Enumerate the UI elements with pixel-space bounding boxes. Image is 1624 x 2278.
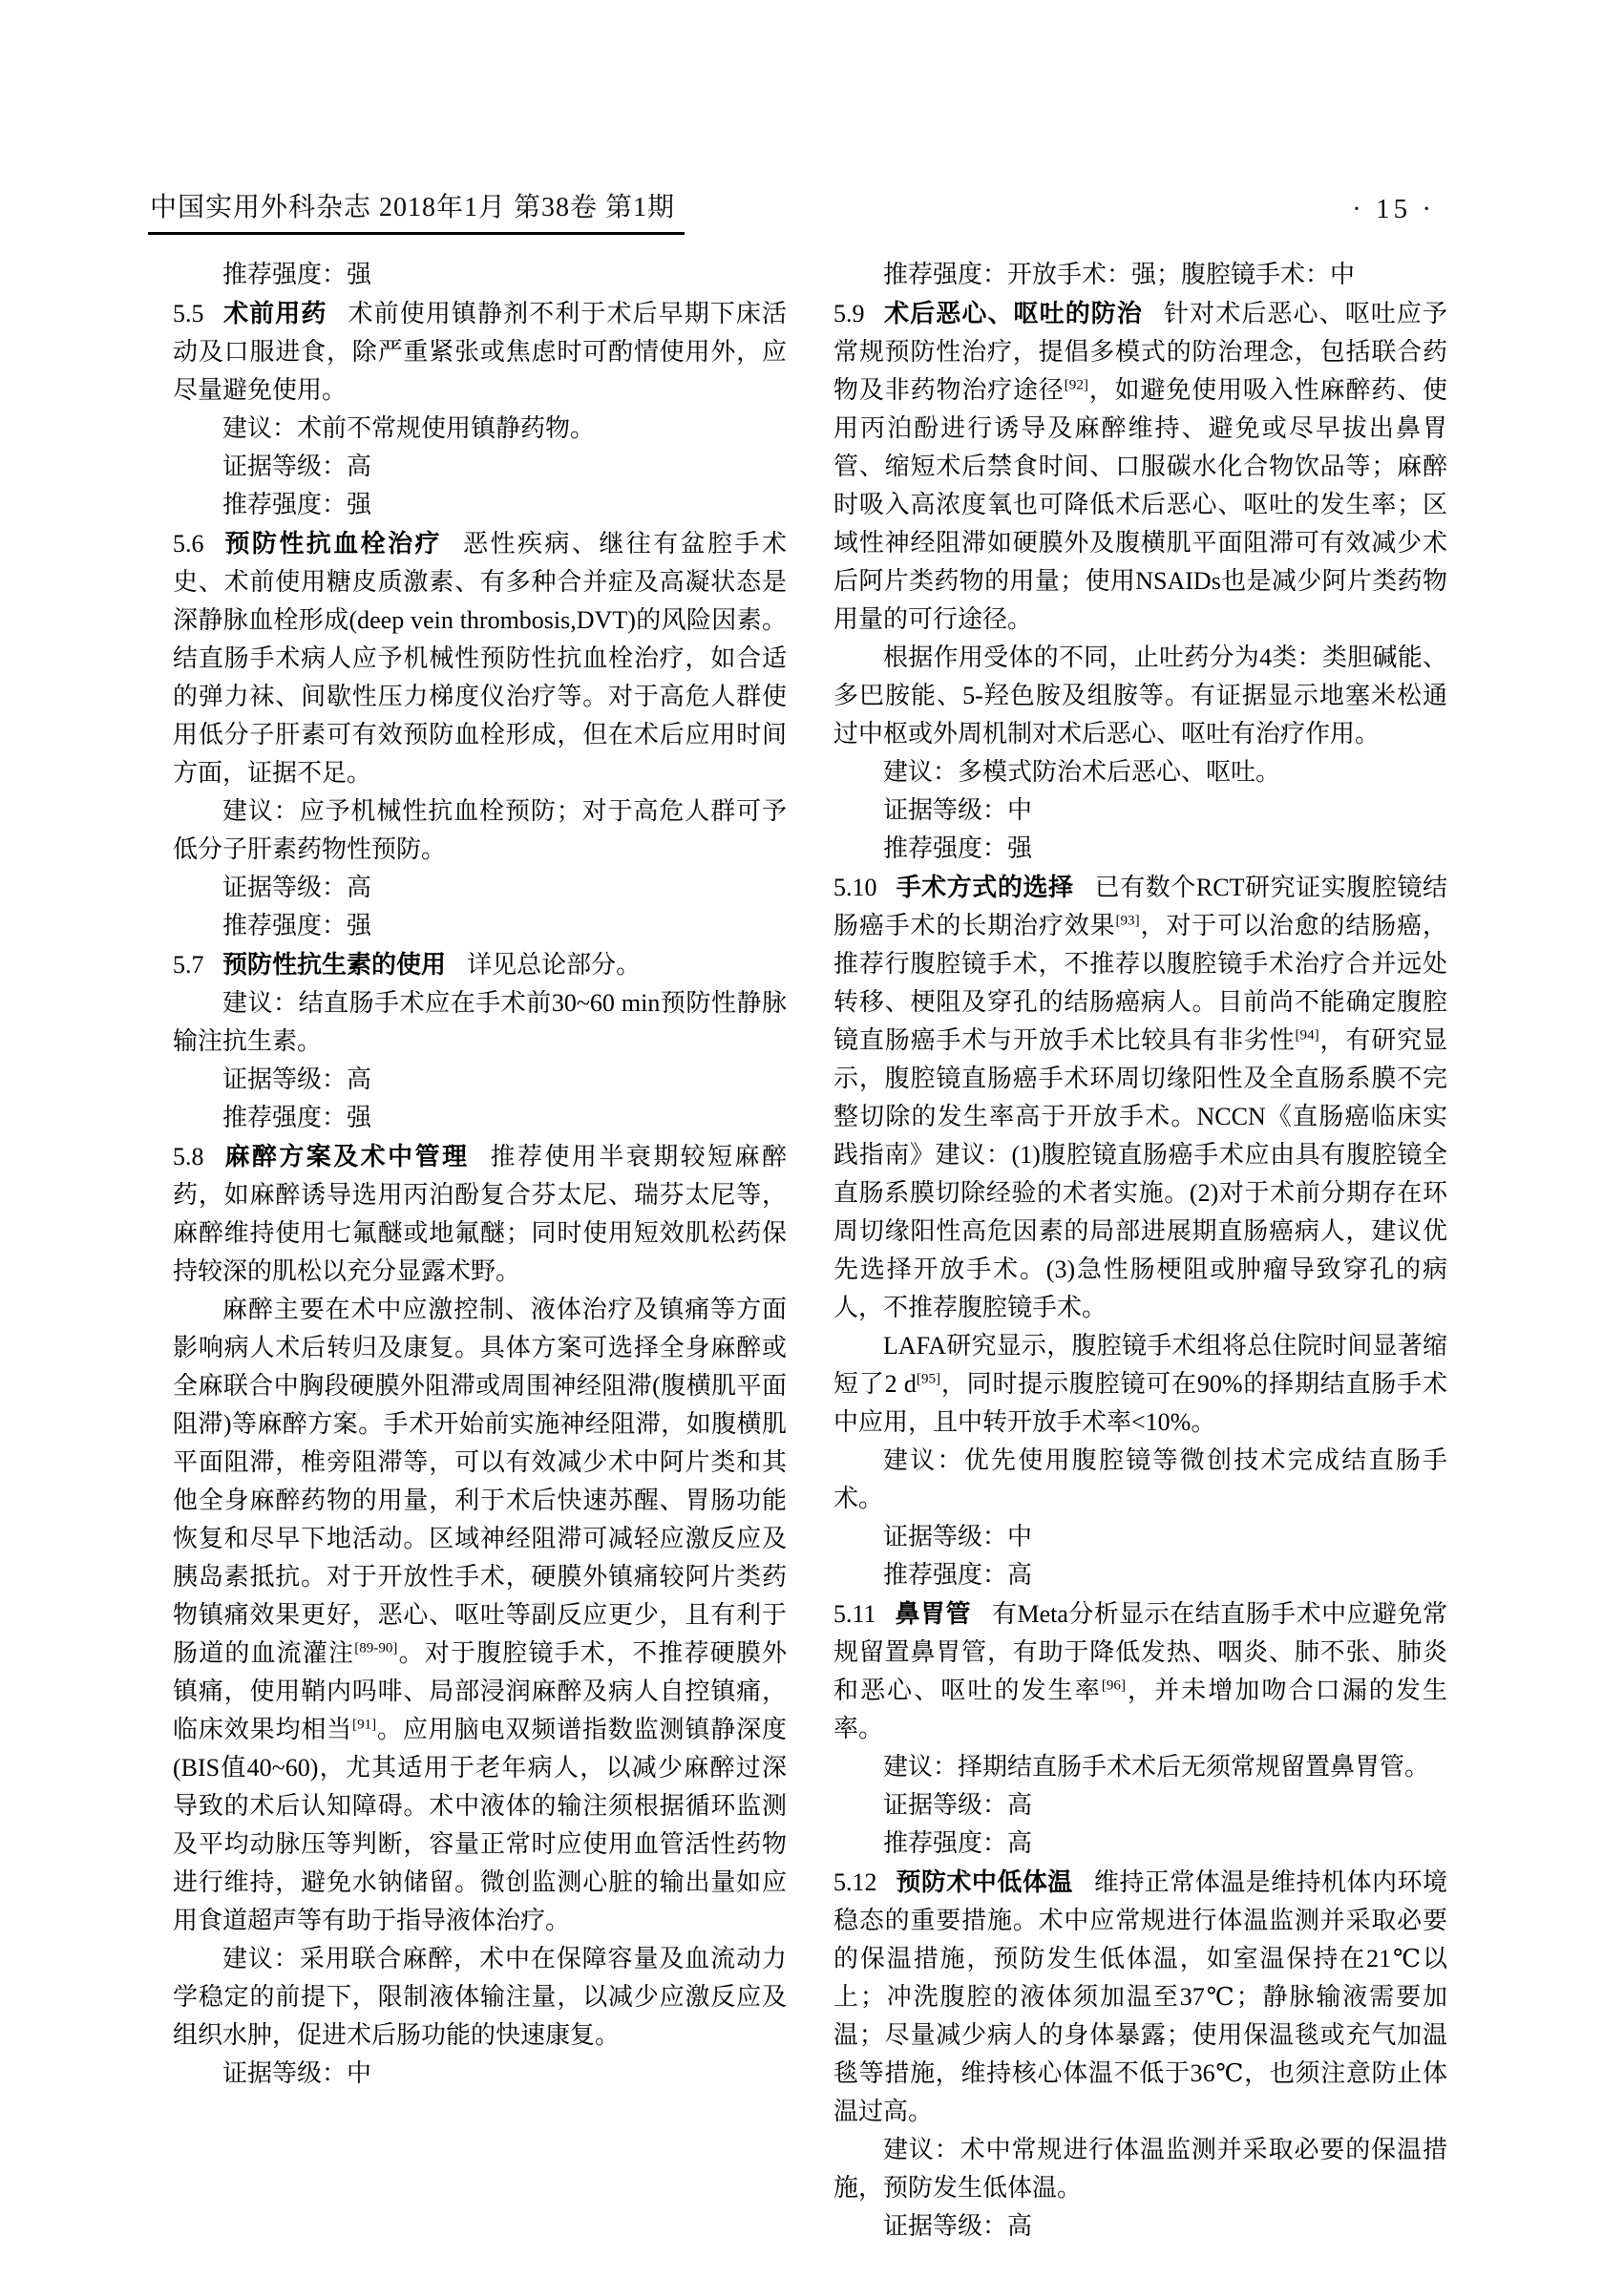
section-title: 预防性抗生素的使用 (222, 950, 447, 979)
section-title: 预防术中低体温 (896, 1867, 1073, 1896)
advice-paragraph: 建议：应予机械性抗血栓预防；对于高危人群可予低分子肝素药物性预防。 (173, 797, 787, 863)
evidence-level-line: 证据等级：高 (883, 1791, 1033, 1819)
section-number: 5.6 (173, 530, 204, 558)
reference-superscript: [89-90] (354, 1640, 398, 1656)
page-number: · 15 · (1352, 193, 1435, 224)
section-title: 麻醉方案及术中管理 (222, 1142, 470, 1171)
journal-title: 中国实用外科杂志 2018年1月 第38卷 第1期 (148, 191, 685, 235)
evidence-level-line: 证据等级：高 (222, 453, 372, 480)
section-paragraph-5.10: 5.10 手术方式的选择 已有数个RCT研究证实腹腔镜结肠癌手术的长期治疗效果[93]，对于可以治愈的结肠癌，推荐行腹腔镜手术，不推荐以腹腔镜手术治疗合并远处转移、梗阻及穿孔的结肠癌病人。目前尚不能确定腹腔镜直肠癌手术与开放手术比较具有非劣性[94]，有研究显示，腹腔镜直肠癌手术环周切缘阳性及全直肠系膜不完整切除的发生率高于开放手术。NCCN《直肠癌临床实践指南》建议：(1)腹腔镜直肠癌手术应由具有腹腔镜全直肠系膜切除经验的术者实施。(2)对于术前分期存在环周切缘阳性高危因素的局部进展期直肠癌病人，建议优先选择开放手术。(3)急性肠梗阻或肿瘤导致穿孔的病人，不推荐腹腔镜手术。 (833, 873, 1447, 1321)
recommendation-strength-line: 推荐强度：强 (222, 912, 372, 939)
section-number: 5.7 (173, 951, 204, 979)
recommendation-strength-line: 推荐强度：高 (883, 1829, 1033, 1857)
section-paragraph-5.11: 5.11 鼻胃管 有Meta分析显示在结直肠手术中应避免常规留置鼻胃管，有助于降低发热、咽炎、肺不张、肺炎和恶心、呕吐的发生率[96]，并未增加吻合口漏的发生率。 (833, 1599, 1447, 1742)
body-paragraph: LAFA研究显示，腹腔镜手术组将总住院时间显著缩短了2 d[95]，同时提示腹腔镜可在90%的择期结直肠手术中应用，且中转开放手术率<10%。 (833, 1332, 1447, 1436)
body-paragraph: 麻醉主要在术中应激控制、液体治疗及镇痛等方面影响病人术后转归及康复。具体方案可选择全身麻醉或全麻联合中胸段硬膜外阻滞或周围神经阻滞(腹横肌平面阻滞)等麻醉方案。手术开始前实施神经阻滞，如腹横肌平面阻滞，椎旁阻滞等，可以有效减少术中阿片类和其他全身麻醉药物的用量，利于术后快速苏醒、胃肠功能恢复和尽早下地活动。区域神经阻滞可减轻应激反应及胰岛素抵抗。对于开放性手术，硬膜外镇痛较阿片类药物镇痛效果更好，恶心、呕吐等副反应更少，且有利于肠道的血流灌注[89-90]。对于腹腔镜手术，不推荐硬膜外镇痛，使用鞘内吗啡、局部浸润麻醉及病人自控镇痛，临床效果均相当[91]。应用脑电双频谱指数监测镇静深度(BIS值40~60)，尤其适用于老年病人，以减少麻醉过深导致的术后认知障碍。术中液体的输注须根据循环监测及平均动脉压等判断，容量正常时应使用血管活性药物进行维持，避免水钠储留。微创监测心脏的输出量如应用食道超声等有助于指导液体治疗。 (173, 1296, 787, 1934)
section-number: 5.8 (173, 1143, 204, 1171)
section-paragraph-5.6: 5.6 预防性抗血栓治疗 恶性疾病、继往有盆腔手术史、术前使用糖皮质激素、有多种合并症及高凝状态是深静脉血栓形成(deep vein thrombosis,DVT)的风险因素。结直肠手术病人应予机械性预防性抗血栓治疗，如合适的弹力袜、间歇性压力梯度仪治疗等。对于高危人群使用低分子肝素可有效预防血栓形成，但在术后应用时间方面，证据不足。 (173, 529, 787, 787)
section-number: 5.9 (833, 300, 865, 327)
recommendation-strength-line: 推荐强度：高 (883, 1561, 1033, 1589)
section-paragraph-5.12: 5.12 预防术中低体温 维持正常体温是维持机体内环境稳态的重要措施。术中应常规进行体温监测并采取必要的保温措施，预防发生低体温，如室温保持在21℃以上；冲洗腹腔的液体须加温至37℃；静脉输液需要加温；尽量减少病人的身体暴露；使用保温毯或充气加温毯等措施，维持核心体温不低于36℃，也须注意防止体温过高。 (833, 1867, 1447, 2125)
recommendation-strength-line: 推荐强度：强 (222, 491, 372, 518)
section-number: 5.5 (173, 300, 204, 327)
advice-paragraph: 建议：采用联合麻醉，术中在保障容量及血流动力学稳定的前提下，限制液体输注量，以减少应激反应及组织水肿，促进术后肠功能的快速康复。 (173, 1945, 787, 2049)
evidence-level-line: 证据等级：中 (222, 2059, 372, 2087)
section-title: 鼻胃管 (895, 1599, 971, 1628)
body-paragraph: 根据作用受体的不同，止吐药分为4类：类胆碱能、多巴胺能、5-羟色胺及组胺等。有证据显示地塞米松通过中枢或外周机制对术后恶心、呕吐有治疗作用。 (833, 643, 1447, 748)
section-paragraph-5.8: 5.8 麻醉方案及术中管理 推荐使用半衰期较短麻醉药，如麻醉诱导选用丙泊酚复合芬太尼、瑞芬太尼等，麻醉维持使用七氟醚或地氟醚；同时使用短效肌松药保持较深的肌松以充分显露术野。 (173, 1142, 787, 1285)
section-number: 5.12 (833, 1868, 877, 1896)
advice-paragraph: 建议：优先使用腹腔镜等微创技术完成结直肠手术。 (833, 1446, 1447, 1512)
evidence-level-line: 证据等级：中 (883, 1523, 1033, 1550)
reference-superscript: [95] (916, 1371, 941, 1387)
reference-superscript: [91] (352, 1717, 377, 1733)
advice-paragraph: 建议：术中常规进行体温监测并采取必要的保温措施，预防发生低体温。 (833, 2136, 1447, 2202)
reference-superscript: [94] (1295, 1027, 1319, 1044)
recommendation-strength-line: 推荐强度：开放手术：强；腹腔镜手术：中 (883, 261, 1356, 288)
evidence-level-line: 证据等级：高 (883, 2212, 1033, 2240)
reference-superscript: [93] (1115, 913, 1140, 929)
section-number: 5.11 (833, 1600, 876, 1628)
section-title: 术前用药 (222, 299, 327, 327)
recommendation-strength-line: 推荐强度：强 (222, 261, 372, 288)
section-paragraph-5.9: 5.9 术后恶心、呕吐的防治 针对术后恶心、呕吐应予常规预防性治疗，提倡多模式的防治理念，包括联合药物及非药物治疗途径[92]，如避免使用吸入性麻醉药、使用丙泊酚进行诱导及麻醉维持、避免或尽早拔出鼻胃管、缩短术后禁食时间、口服碳水化合物饮品等；麻醉时吸入高浓度氧也可降低术后恶心、呕吐的发生率；区域性神经阻滞如硬膜外及腹横肌平面阻滞可有效减少术后阿片类药物的用量；使用NSAIDs也是减少阿片类药物用量的可行途径。 (833, 299, 1447, 633)
column-right (833, 256, 1447, 2246)
reference-superscript: [92] (1064, 377, 1088, 393)
evidence-level-line: 证据等级：高 (222, 874, 372, 901)
reference-superscript: [96] (1101, 1677, 1126, 1694)
advice-paragraph: 建议：结直肠手术应在手术前30~60 min预防性静脉输注抗生素。 (173, 989, 787, 1055)
advice-paragraph: 建议：多模式防治术后恶心、呕吐。 (883, 758, 1281, 786)
recommendation-strength-line: 推荐强度：强 (222, 1104, 372, 1131)
section-number: 5.10 (833, 874, 877, 901)
evidence-level-line: 证据等级：中 (883, 796, 1033, 824)
section-paragraph-5.5: 5.5 术前用药 术前使用镇静剂不利于术后早期下床活动及口服进食，除严重紧张或焦虑时可酌情使用外，应尽量避免使用。 (173, 299, 787, 404)
column-left (173, 256, 787, 2093)
section-paragraph-5.7: 5.7 预防性抗生素的使用 详见总论部分。 (173, 950, 642, 979)
recommendation-strength-line: 推荐强度：强 (883, 834, 1033, 862)
advice-paragraph: 建议：术前不常规使用镇静药物。 (222, 414, 596, 442)
advice-paragraph: 建议：择期结直肠手术术后无须常规留置鼻胃管。 (883, 1753, 1430, 1781)
section-title: 手术方式的选择 (896, 873, 1074, 901)
section-title: 术后恶心、呕吐的防治 (883, 299, 1143, 327)
evidence-level-line: 证据等级：高 (222, 1065, 372, 1093)
section-title: 预防性抗血栓治疗 (222, 529, 442, 558)
page-header (148, 191, 1475, 235)
